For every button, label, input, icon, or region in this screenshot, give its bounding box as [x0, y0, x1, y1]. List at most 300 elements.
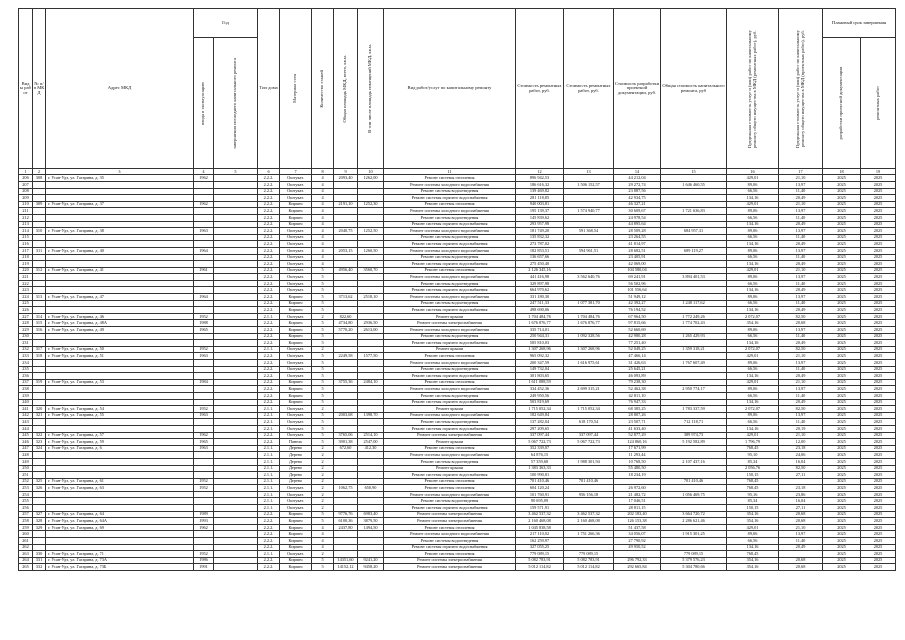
cell-total-area: 4734,80	[334, 320, 358, 327]
cell-mkd-number: 319	[33, 379, 46, 386]
cell-address: г. Усан-Удэ, ул. Гагарина, д. 71	[46, 551, 194, 558]
cell-premises-area	[358, 280, 384, 287]
header-repair-cost: Стоимость ремонтных работ, руб.	[516, 9, 564, 169]
cell-total-area	[334, 300, 358, 307]
cell-overall-cost	[661, 392, 727, 399]
cell-overall-cost	[661, 373, 727, 380]
cell-mkd-number	[33, 300, 46, 307]
cell-floors: 5	[312, 373, 334, 380]
cell-premises-area: 3560,70	[358, 267, 384, 274]
cell-repair-cost-total: 956 156,18	[564, 491, 614, 498]
cell-overall-cost: 1 359 318,21	[661, 346, 727, 353]
cell-mkd-number: 332	[33, 564, 46, 571]
cell-design-cost: 29 272,74	[614, 181, 661, 188]
cell-limit-design-cost: 82,50	[779, 406, 823, 413]
cell-mkd-number: 324	[33, 445, 46, 452]
cell-limit-design-cost: 13,97	[779, 386, 823, 393]
cell-total-area: 3755,36	[334, 379, 358, 386]
cell-house-type: 2.2.2.	[258, 287, 280, 294]
cell-repair-cost: 247 511,33	[516, 300, 564, 307]
cell-design-cost: 34 056,07	[614, 531, 661, 538]
cell-row-number: 221	[19, 274, 33, 281]
cell-premises-area	[358, 195, 384, 202]
cell-mkd-number	[33, 287, 46, 294]
cell-wall-material: Оштукат.	[280, 366, 312, 373]
table-row	[19, 544, 896, 551]
cell-mkd-number	[33, 498, 46, 505]
cell-repair-deadline: 2025	[861, 247, 896, 254]
cell-repair-deadline: 2025	[861, 274, 896, 281]
cell-premises-area	[358, 531, 384, 538]
cell-repair-deadline: 2025	[861, 234, 896, 241]
cell-commission-year: 1952	[194, 478, 214, 485]
cell-row-number: 216	[19, 241, 33, 248]
cell-wall-material: Дерево	[280, 465, 312, 472]
cell-total-area	[334, 538, 358, 545]
cell-premises-area	[358, 366, 384, 373]
cell-repair-cost-total: 3 562 640,76	[564, 274, 614, 281]
cell-mkd-number	[33, 254, 46, 261]
cell-premises-area	[358, 386, 384, 393]
cell-repair-cost: 137 282,04	[516, 419, 564, 426]
table-row	[19, 228, 896, 235]
cell-house-type: 2.2.2.	[258, 544, 280, 551]
cell-wall-material: Дерево	[280, 478, 312, 485]
cell-limit-repair-cost: 89,06	[727, 274, 779, 281]
cell-limit-repair-cost: 2 056,76	[727, 465, 779, 472]
cell-total-area: 2191,10	[334, 201, 358, 208]
table-row	[19, 346, 896, 353]
cell-address: г. Усан-Удэ, ул. Гагарина, д. 48А	[46, 320, 194, 327]
cell-row-number: 208	[19, 188, 33, 195]
cell-repair-cost: 217 110,02	[516, 531, 564, 538]
cell-floors: 5	[312, 432, 334, 439]
cell-row-number: 238	[19, 386, 33, 393]
cell-total-area	[334, 498, 358, 505]
cell-floors: 2	[312, 346, 334, 353]
cell-wall-material: Оштукат.	[280, 261, 312, 268]
cell-repair-cost: 2 126 345,16	[516, 267, 564, 274]
cell-design-deadline: 2025	[823, 360, 861, 367]
cell-commission-year	[194, 181, 214, 188]
cell-row-number: 242	[19, 412, 33, 419]
table-row	[19, 452, 896, 459]
cell-house-type: 2.1.1.	[258, 458, 280, 465]
table-row	[19, 524, 896, 531]
cell-design-cost: 292 665,84	[614, 564, 661, 571]
cell-repair-cost: 1 307 268,96	[516, 346, 564, 353]
cell-limit-design-cost: 21,10	[779, 432, 823, 439]
cell-design-deadline: 2025	[823, 472, 861, 479]
cell-repair-cost: 149 732,04	[516, 366, 564, 373]
cell-wall-material: Оштукат.	[280, 280, 312, 287]
cell-floors: 5	[312, 274, 334, 281]
cell-total-area	[334, 346, 358, 353]
cell-row-number: 232	[19, 346, 33, 353]
cell-mkd-number: 310	[33, 228, 46, 235]
cell-overall-cost: 5 192 582,89	[661, 439, 727, 446]
cell-floors: 4	[312, 234, 334, 241]
cell-work-kind: Ремонт системы водоотведения	[384, 392, 516, 399]
cell-repair-cost-total	[564, 538, 614, 545]
cell-overall-cost: 1 056 469,75	[661, 491, 727, 498]
cell-limit-repair-cost: 89,06	[727, 247, 779, 254]
cell-house-type: 2.2.1.	[258, 419, 280, 426]
cell-house-type: 2.2.2.	[258, 234, 280, 241]
cell-mkd-number	[33, 274, 46, 281]
cell-work-kind: Ремонт системы холодного водоснабжения	[384, 360, 516, 367]
cell-commission-year	[194, 221, 214, 228]
cell-commission-year: 1993	[194, 518, 214, 525]
cell-design-cost: 46 093,89	[614, 373, 661, 380]
column-index-cell: 15	[661, 169, 727, 175]
cell-repair-cost: 334 452,36	[516, 386, 564, 393]
cell-design-cost: 42 392,27	[614, 300, 661, 307]
header-last-repair-year: завершения последнего капитального ремонта	[214, 38, 258, 169]
cell-repair-cost: 200 347,59	[516, 360, 564, 367]
cell-wall-material: Кирпич	[280, 379, 312, 386]
cell-design-cost: 52 660,69	[614, 327, 661, 334]
table-row	[19, 432, 896, 439]
cell-work-kind: Ремонт системы горячего водоснабжения	[384, 373, 516, 380]
cell-limit-repair-cost: 134,16	[727, 373, 779, 380]
cell-wall-material: Кирпич	[280, 564, 312, 571]
cell-limit-repair-cost: 89,06	[727, 181, 779, 188]
table-row	[19, 458, 896, 465]
cell-limit-repair-cost: 134,16	[727, 307, 779, 314]
cell-address: г. Усан-Удэ, ул. Гагарина, д. 54	[46, 406, 194, 413]
cell-premises-area: 9241,20	[358, 557, 384, 564]
cell-design-deadline: 2025	[823, 531, 861, 538]
cell-last-repair-year	[214, 201, 258, 208]
cell-premises-area	[358, 214, 384, 221]
cell-floors: 4	[312, 221, 334, 228]
cell-overall-cost: 1 774 702,43	[661, 320, 727, 327]
cell-row-number: 246	[19, 439, 33, 446]
cell-last-repair-year	[214, 188, 258, 195]
cell-row-number: 265	[19, 564, 33, 571]
column-index-cell: 2	[33, 169, 46, 175]
cell-repair-cost-total	[564, 340, 614, 347]
cell-repair-cost-total	[564, 188, 614, 195]
cell-design-cost: 30 609,67	[614, 208, 661, 215]
cell-floors: 5	[312, 386, 334, 393]
table-row	[19, 564, 896, 571]
table-row	[19, 208, 896, 215]
cell-commission-year	[194, 373, 214, 380]
cell-address	[46, 280, 194, 287]
cell-last-repair-year	[214, 445, 258, 452]
cell-premises-area	[358, 538, 384, 545]
cell-repair-cost-total	[564, 327, 614, 334]
cell-total-area: 2003,68	[334, 412, 358, 419]
cell-last-repair-year	[214, 373, 258, 380]
cell-repair-cost: 281 118,85	[516, 195, 564, 202]
cell-last-repair-year	[214, 386, 258, 393]
cell-last-repair-year	[214, 551, 258, 558]
cell-row-number: 225	[19, 300, 33, 307]
cell-repair-cost-total: 2 699 315,21	[564, 386, 614, 393]
cell-overall-cost	[661, 195, 727, 202]
cell-design-cost: 124 860,16	[614, 439, 661, 446]
cell-floors: 4	[312, 254, 334, 261]
cell-repair-deadline: 2025	[861, 498, 896, 505]
cell-mkd-number: 321	[33, 412, 46, 419]
cell-limit-design-cost: 27,11	[779, 472, 823, 479]
cell-wall-material: Оштукат.	[280, 551, 312, 558]
table-row	[19, 379, 896, 386]
cell-last-repair-year	[214, 287, 258, 294]
cell-address: г. Усан-Удэ, ул. Гагарина, д. 59	[46, 439, 194, 446]
cell-last-repair-year	[214, 340, 258, 347]
cell-repair-cost-total	[564, 234, 614, 241]
cell-repair-cost-total: 5 082 783,91	[564, 557, 614, 564]
cell-floors: 5	[312, 425, 334, 432]
cell-overall-cost	[661, 544, 727, 551]
cell-limit-design-cost: 21,10	[779, 201, 823, 208]
cell-house-type: 2.1.1.	[258, 346, 280, 353]
cell-repair-cost: 498 690,06	[516, 307, 564, 314]
cell-limit-repair-cost: 134,16	[727, 425, 779, 432]
cell-design-cost: 67 964,50	[614, 313, 661, 320]
cell-limit-design-cost: 20,49	[779, 544, 823, 551]
cell-repair-cost: 337 097,44	[516, 432, 564, 439]
cell-design-cost	[614, 478, 661, 485]
cell-wall-material: Кирпич	[280, 386, 312, 393]
cell-limit-repair-cost: 134,16	[727, 399, 779, 406]
cell-design-deadline: 2025	[823, 280, 861, 287]
cell-mkd-number	[33, 360, 46, 367]
cell-design-cost: 79 238,30	[614, 379, 661, 386]
cell-design-cost: 41 633,40	[614, 425, 661, 432]
cell-commission-year: 1952	[194, 485, 214, 492]
cell-house-type: 2.2.2.	[258, 511, 280, 518]
cell-address: г. Усан-Удэ, ул. Гагарина, д. 64	[46, 511, 194, 518]
table-row	[19, 439, 896, 446]
cell-last-repair-year	[214, 175, 258, 182]
cell-design-deadline: 2025	[823, 214, 861, 221]
cell-repair-cost-total: 3 462 537,32	[564, 511, 614, 518]
cell-repair-deadline: 2025	[861, 208, 896, 215]
cell-house-type: 2.2.2.	[258, 280, 280, 287]
cell-design-cost: 21 482,72	[614, 491, 661, 498]
cell-premises-area	[358, 425, 384, 432]
cell-premises-area	[358, 458, 384, 465]
cell-commission-year: 1964	[194, 247, 214, 254]
cell-row-number: 243	[19, 419, 33, 426]
cell-wall-material: Оштукат.	[280, 175, 312, 182]
cell-repair-cost-total: 1 751 266,36	[564, 531, 614, 538]
cell-repair-deadline: 2025	[861, 491, 896, 498]
cell-limit-repair-cost: 66,56	[727, 419, 779, 426]
cell-limit-repair-cost: 429,01	[727, 432, 779, 439]
cell-repair-cost: 301 803,65	[516, 373, 564, 380]
cell-work-kind: Ремонт системы горячего водоснабжения	[384, 505, 516, 512]
cell-design-deadline: 2025	[823, 406, 861, 413]
cell-last-repair-year	[214, 267, 258, 274]
cell-premises-area	[358, 274, 384, 281]
cell-limit-design-cost: 11,40	[779, 300, 823, 307]
cell-wall-material: Кирпич	[280, 208, 312, 215]
cell-overall-cost: 701 410,46	[661, 478, 727, 485]
cell-limit-repair-cost: 150,15	[727, 505, 779, 512]
cell-commission-year	[194, 465, 214, 472]
cell-mkd-number	[33, 221, 46, 228]
cell-premises-area: 2547,00	[358, 439, 384, 446]
cell-design-cost: 23 405,91	[614, 254, 661, 261]
cell-design-deadline: 2025	[823, 544, 861, 551]
cell-address	[46, 531, 194, 538]
cell-mkd-number	[33, 261, 46, 268]
cell-wall-material: Кирпич	[280, 214, 312, 221]
cell-mkd-number	[33, 491, 46, 498]
cell-floors: 5	[312, 340, 334, 347]
cell-design-deadline: 2025	[823, 234, 861, 241]
cell-design-deadline: 2025	[823, 452, 861, 459]
header-repair-deadline: ремонтных работ	[861, 38, 896, 169]
cell-limit-repair-cost: 66,56	[727, 234, 779, 241]
cell-address: г. Усан-Удэ, ул. Гагарина, д. 61	[46, 478, 194, 485]
cell-limit-repair-cost: 768,45	[727, 485, 779, 492]
cell-design-cost: 97 815,66	[614, 320, 661, 327]
cell-mkd-number	[33, 195, 46, 202]
cell-commission-year: 1964	[194, 294, 214, 301]
cell-floors: 5	[312, 366, 334, 373]
cell-commission-year	[194, 188, 214, 195]
cell-row-number: 210	[19, 201, 33, 208]
cell-design-deadline: 2025	[823, 465, 861, 472]
cell-design-cost: 77 251,40	[614, 340, 661, 347]
cell-total-area	[334, 241, 358, 248]
cell-repair-cost-total: 591 368,54	[564, 228, 614, 235]
cell-floors: 4	[312, 208, 334, 215]
cell-total-area	[334, 465, 358, 472]
cell-limit-repair-cost: 66,56	[727, 254, 779, 261]
cell-repair-cost: 249 950,56	[516, 392, 564, 399]
cell-repair-deadline: 2025	[861, 386, 896, 393]
cell-address	[46, 287, 194, 294]
cell-repair-deadline: 2025	[861, 551, 896, 558]
cell-wall-material: Дерево	[280, 472, 312, 479]
cell-mkd-number: 329	[33, 524, 46, 531]
cell-overall-cost	[661, 327, 727, 334]
cell-limit-design-cost: 13,97	[779, 247, 823, 254]
cell-floors: 5	[312, 333, 334, 340]
cell-last-repair-year	[214, 485, 258, 492]
cell-limit-repair-cost: 89,06	[727, 294, 779, 301]
cell-limit-repair-cost: 1 796,79	[727, 439, 779, 446]
cell-total-area	[334, 214, 358, 221]
cell-limit-repair-cost: 2 072,07	[727, 346, 779, 353]
cell-overall-cost	[661, 214, 727, 221]
cell-last-repair-year	[214, 261, 258, 268]
cell-floors: 5	[312, 287, 334, 294]
cell-repair-deadline: 2025	[861, 261, 896, 268]
cell-work-kind: Ремонт системы холодного водоснабжения	[384, 531, 516, 538]
cell-work-kind: Ремонт системы горячего водоснабжения	[384, 221, 516, 228]
cell-design-cost: 69 241,91	[614, 274, 661, 281]
table-row	[19, 373, 896, 380]
cell-wall-material: Кирпич	[280, 538, 312, 545]
cell-house-type: 2.2.2.	[258, 208, 280, 215]
cell-total-area	[334, 458, 358, 465]
cell-repair-deadline: 2025	[861, 307, 896, 314]
cell-commission-year	[194, 425, 214, 432]
table-row	[19, 241, 896, 248]
cell-row-number: 214	[19, 228, 33, 235]
cell-total-area	[334, 181, 358, 188]
cell-work-kind: Ремонт системы электроснабжения	[384, 320, 516, 327]
cell-total-area	[334, 366, 358, 373]
cell-repair-cost: 159 571,91	[516, 505, 564, 512]
cell-wall-material: Дерево	[280, 458, 312, 465]
cell-address	[46, 465, 194, 472]
cell-repair-cost-total	[564, 498, 614, 505]
cell-repair-cost-total	[564, 472, 614, 479]
table-row	[19, 498, 896, 505]
cell-design-deadline: 2025	[823, 511, 861, 518]
cell-wall-material: Оштукат.	[280, 274, 312, 281]
cell-commission-year: 1989	[194, 511, 214, 518]
cell-repair-cost: 329 897,98	[516, 280, 564, 287]
cell-repair-cost-total: 5 012 114,82	[564, 564, 614, 571]
cell-repair-cost-total: 594 961,51	[564, 247, 614, 254]
header-work-type: Вид ы раб от	[19, 9, 33, 169]
cell-address	[46, 373, 194, 380]
cell-total-area	[334, 373, 358, 380]
cell-repair-cost-total	[564, 452, 614, 459]
cell-premises-area: 6983,40	[358, 511, 384, 518]
cell-overall-cost	[661, 254, 727, 261]
cell-overall-cost	[661, 425, 727, 432]
cell-design-deadline: 2025	[823, 201, 861, 208]
cell-design-deadline: 2025	[823, 353, 861, 360]
cell-work-kind: Ремонт системы водоотведения	[384, 214, 516, 221]
cell-last-repair-year	[214, 221, 258, 228]
cell-premises-area	[358, 241, 384, 248]
header-design-cost: Стоимость разработки проектной документации, руб.	[614, 9, 661, 169]
cell-work-kind: Ремонт системы водоотведения	[384, 333, 516, 340]
cell-commission-year	[194, 452, 214, 459]
cell-commission-year: 1962	[194, 432, 214, 439]
cell-design-cost: 25 645,21	[614, 366, 661, 373]
cell-commission-year: 1961	[194, 267, 214, 274]
cell-wall-material: Кирпич	[280, 557, 312, 564]
cell-house-type: 2.2.2.	[258, 564, 280, 571]
cell-repair-cost-total	[564, 307, 614, 314]
cell-work-kind: Ремонт системы электроснабжения	[384, 518, 516, 525]
cell-design-deadline: 2025	[823, 538, 861, 545]
table-row	[19, 445, 896, 452]
table-row	[19, 247, 896, 254]
cell-house-type: 2.2.2.	[258, 386, 280, 393]
cell-design-deadline: 2025	[823, 274, 861, 281]
cell-design-deadline: 2025	[823, 505, 861, 512]
cell-premises-area	[358, 360, 384, 367]
cell-premises-area	[358, 313, 384, 320]
cell-repair-deadline: 2025	[861, 214, 896, 221]
cell-design-deadline: 2025	[823, 300, 861, 307]
cell-floors: 5	[312, 412, 334, 419]
cell-design-cost: 76 947,33	[614, 399, 661, 406]
cell-overall-cost	[661, 445, 727, 452]
cell-floors: 2	[312, 465, 334, 472]
cell-repair-cost: 1 611 088,59	[516, 379, 564, 386]
cell-repair-cost: 331 180,30	[516, 294, 564, 301]
cell-overall-cost	[661, 472, 727, 479]
table-row	[19, 505, 896, 512]
cell-premises-area	[358, 300, 384, 307]
